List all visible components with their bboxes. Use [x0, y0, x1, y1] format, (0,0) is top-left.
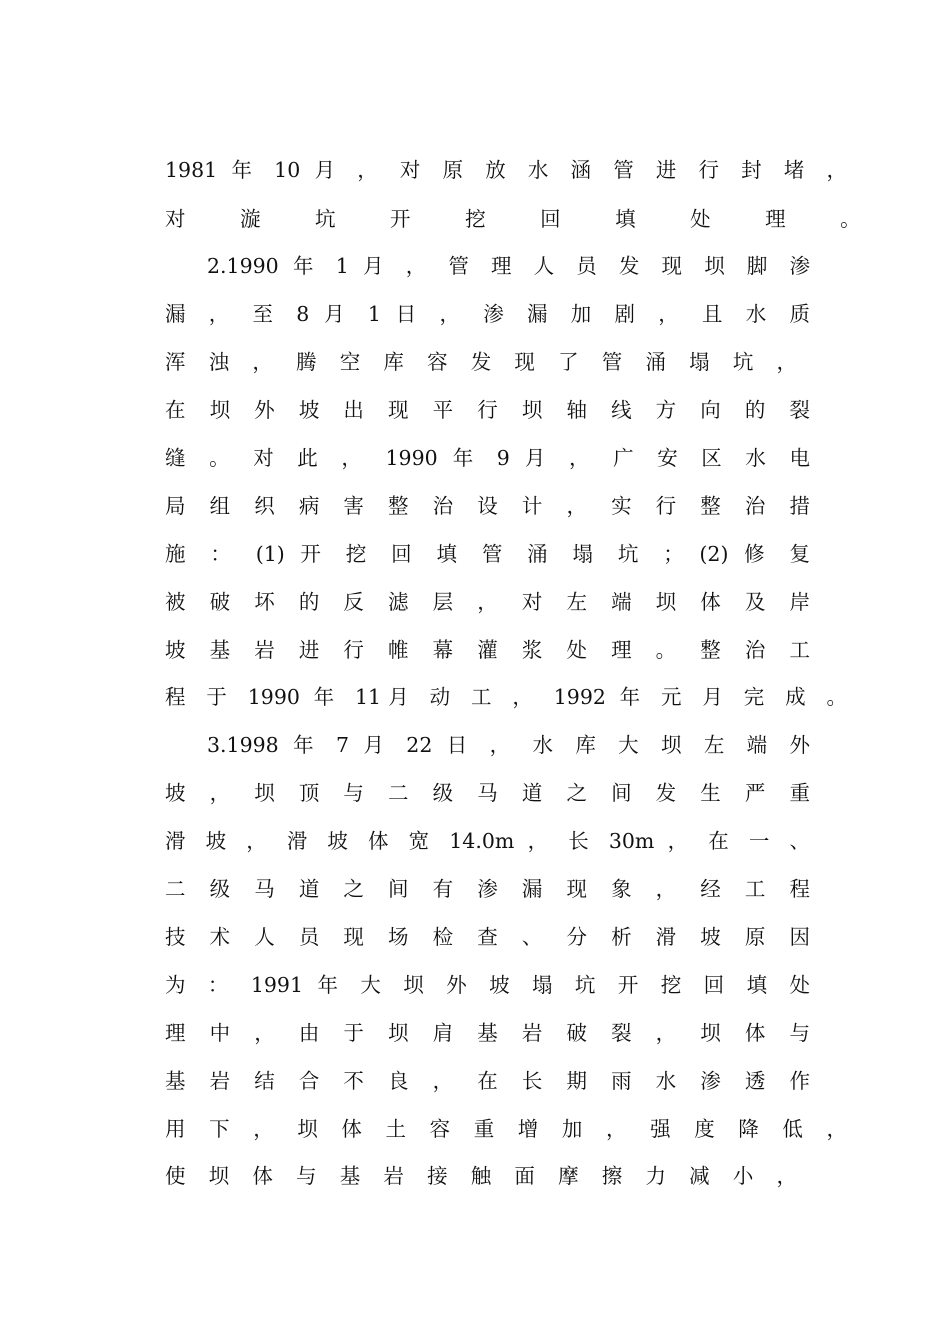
- text-line-9: 施 ： (1) 开 挖 回 填 管 涌 塌 坑 ； (2) 修 复: [165, 542, 810, 566]
- text-line-11: 坡 基 岩 进 行 帷 幕 灌 浆 处 理 。 整 治 工: [165, 638, 810, 662]
- text-line-16: 二 级 马 道 之 间 有 渗 漏 现 象 ， 经 工 程: [165, 877, 810, 901]
- text-line-10: 被 破 坏 的 反 滤 层 ， 对 左 端 坝 体 及 岸: [165, 590, 810, 614]
- text-line-12: 程 于 1990 年 11月 动 工 ， 1992 年 元 月 完 成 。: [165, 685, 847, 709]
- text-line-18: 为 ： 1991 年 大 坝 外 坡 塌 坑 开 挖 回 填 处: [165, 973, 810, 997]
- text-line-7: 缝 。 对 此 ， 1990 年 9 月 ， 广 安 区 水 电: [165, 446, 810, 470]
- text-line-21: 用 下 ， 坝 体 土 容 重 增 加 ， 强 度 降 低 ，: [165, 1117, 847, 1141]
- text-line-15: 滑 坡 ， 滑 坡 体 宽 14.0m ， 长 30m ， 在 一 、: [165, 829, 810, 853]
- text-line-13: 3.1998 年 7 月 22 日 ， 水 库 大 坝 左 端 外: [207, 733, 810, 757]
- text-line-5: 浑 浊 ， 腾 空 库 容 发 现 了 管 涌 塌 坑 ，: [165, 350, 797, 374]
- text-line-1: 1981 年 10 月 ， 对 原 放 水 涵 管 进 行 封 堵 ，: [165, 158, 847, 182]
- text-line-14: 坡 ， 坝 顶 与 二 级 马 道 之 间 发 生 严 重: [165, 781, 810, 805]
- text-line-22: 使 坝 体 与 基 岩 接 触 面 摩 擦 力 减 小 ，: [165, 1164, 797, 1188]
- text-line-8: 局 组 织 病 害 整 治 设 计 ， 实 行 整 治 措: [165, 494, 810, 518]
- text-line-4: 漏 ， 至 8 月 1 日 ， 渗 漏 加 剧 ， 且 水 质: [165, 302, 810, 326]
- text-line-2: 对 漩 坑 开 挖 回 填 处 理 。: [165, 207, 885, 231]
- text-line-3: 2.1990 年 1 月 ， 管 理 人 员 发 现 坝 脚 渗: [207, 254, 810, 278]
- text-line-19: 理 中 ， 由 于 坝 肩 基 岩 破 裂 ， 坝 体 与: [165, 1021, 810, 1045]
- text-line-20: 基 岩 结 合 不 良 ， 在 长 期 雨 水 渗 透 作: [165, 1069, 810, 1093]
- text-line-17: 技 术 人 员 现 场 检 查 、 分 析 滑 坡 原 因: [165, 925, 810, 949]
- text-line-6: 在 坝 外 坡 出 现 平 行 坝 轴 线 方 向 的 裂: [165, 398, 810, 422]
